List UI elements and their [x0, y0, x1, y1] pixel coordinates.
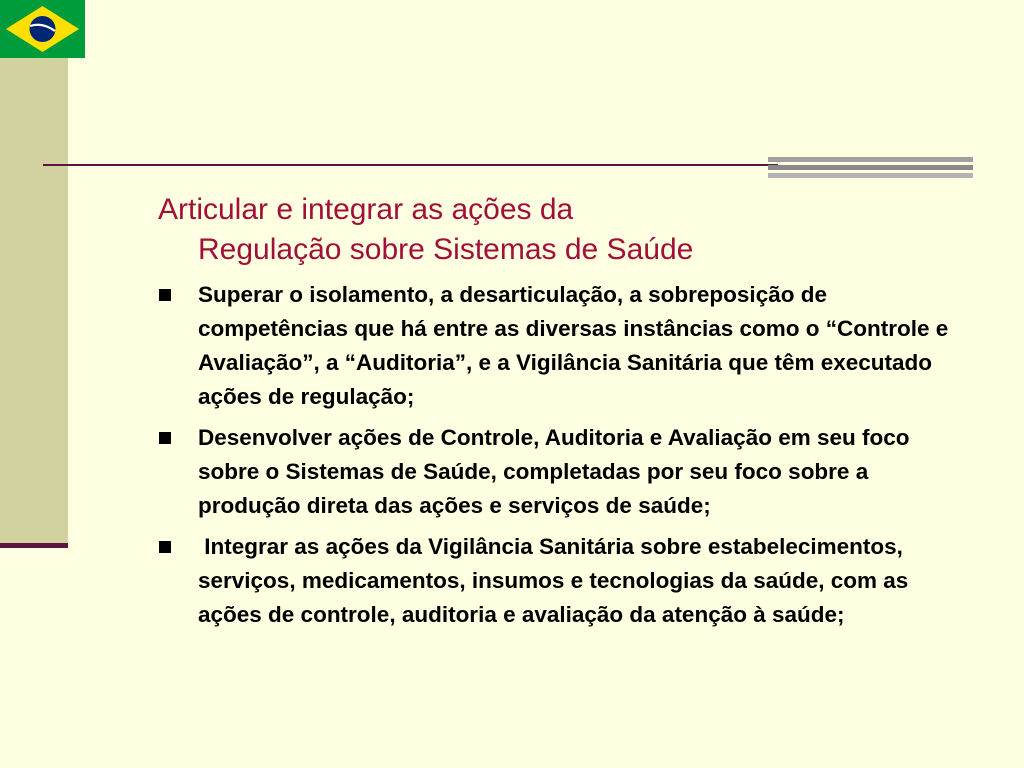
list-item	[158, 530, 968, 632]
heading-line-1: Articular e integrar as ações da	[158, 193, 574, 226]
left-side-band	[0, 0, 68, 548]
slide-heading	[158, 190, 968, 270]
bullet-text: Desenvolver ações de Controle, Auditoria e Avaliação em seu foco sobre o Sistemas de Saúde, completadas por seu foco sobre a produção direta das ações e serviços de saúde;	[198, 425, 910, 518]
left-band-rule	[0, 543, 68, 548]
title-divider-rule	[43, 164, 778, 166]
divider-stripes	[768, 157, 973, 179]
bullet-text: Integrar as ações da Vigilância Sanitária sobre estabelecimentos, serviços, medicamentos, insumos e tecnologias da saúde, com as ações de controle, auditoria e avaliação da atenção à saúde;	[198, 534, 915, 627]
bullet-text: Superar o isolamento, a desarticulação, a sobreposição de competências que há entre as diversas instâncias como o “Controle e Avaliação”, a “Auditoria”, e a Vigilância Sanitária que têm executado ações de regulação;	[198, 282, 949, 409]
square-bullet-icon	[159, 289, 171, 301]
slide-content	[158, 190, 968, 639]
list-item	[158, 421, 968, 523]
heading-line-2: Regulação sobre Sistemas de Saúde	[198, 233, 694, 266]
square-bullet-icon	[159, 541, 171, 553]
brazil-flag-icon	[0, 0, 85, 58]
square-bullet-icon	[159, 432, 171, 444]
bullet-list	[158, 278, 968, 632]
list-item	[158, 278, 968, 414]
